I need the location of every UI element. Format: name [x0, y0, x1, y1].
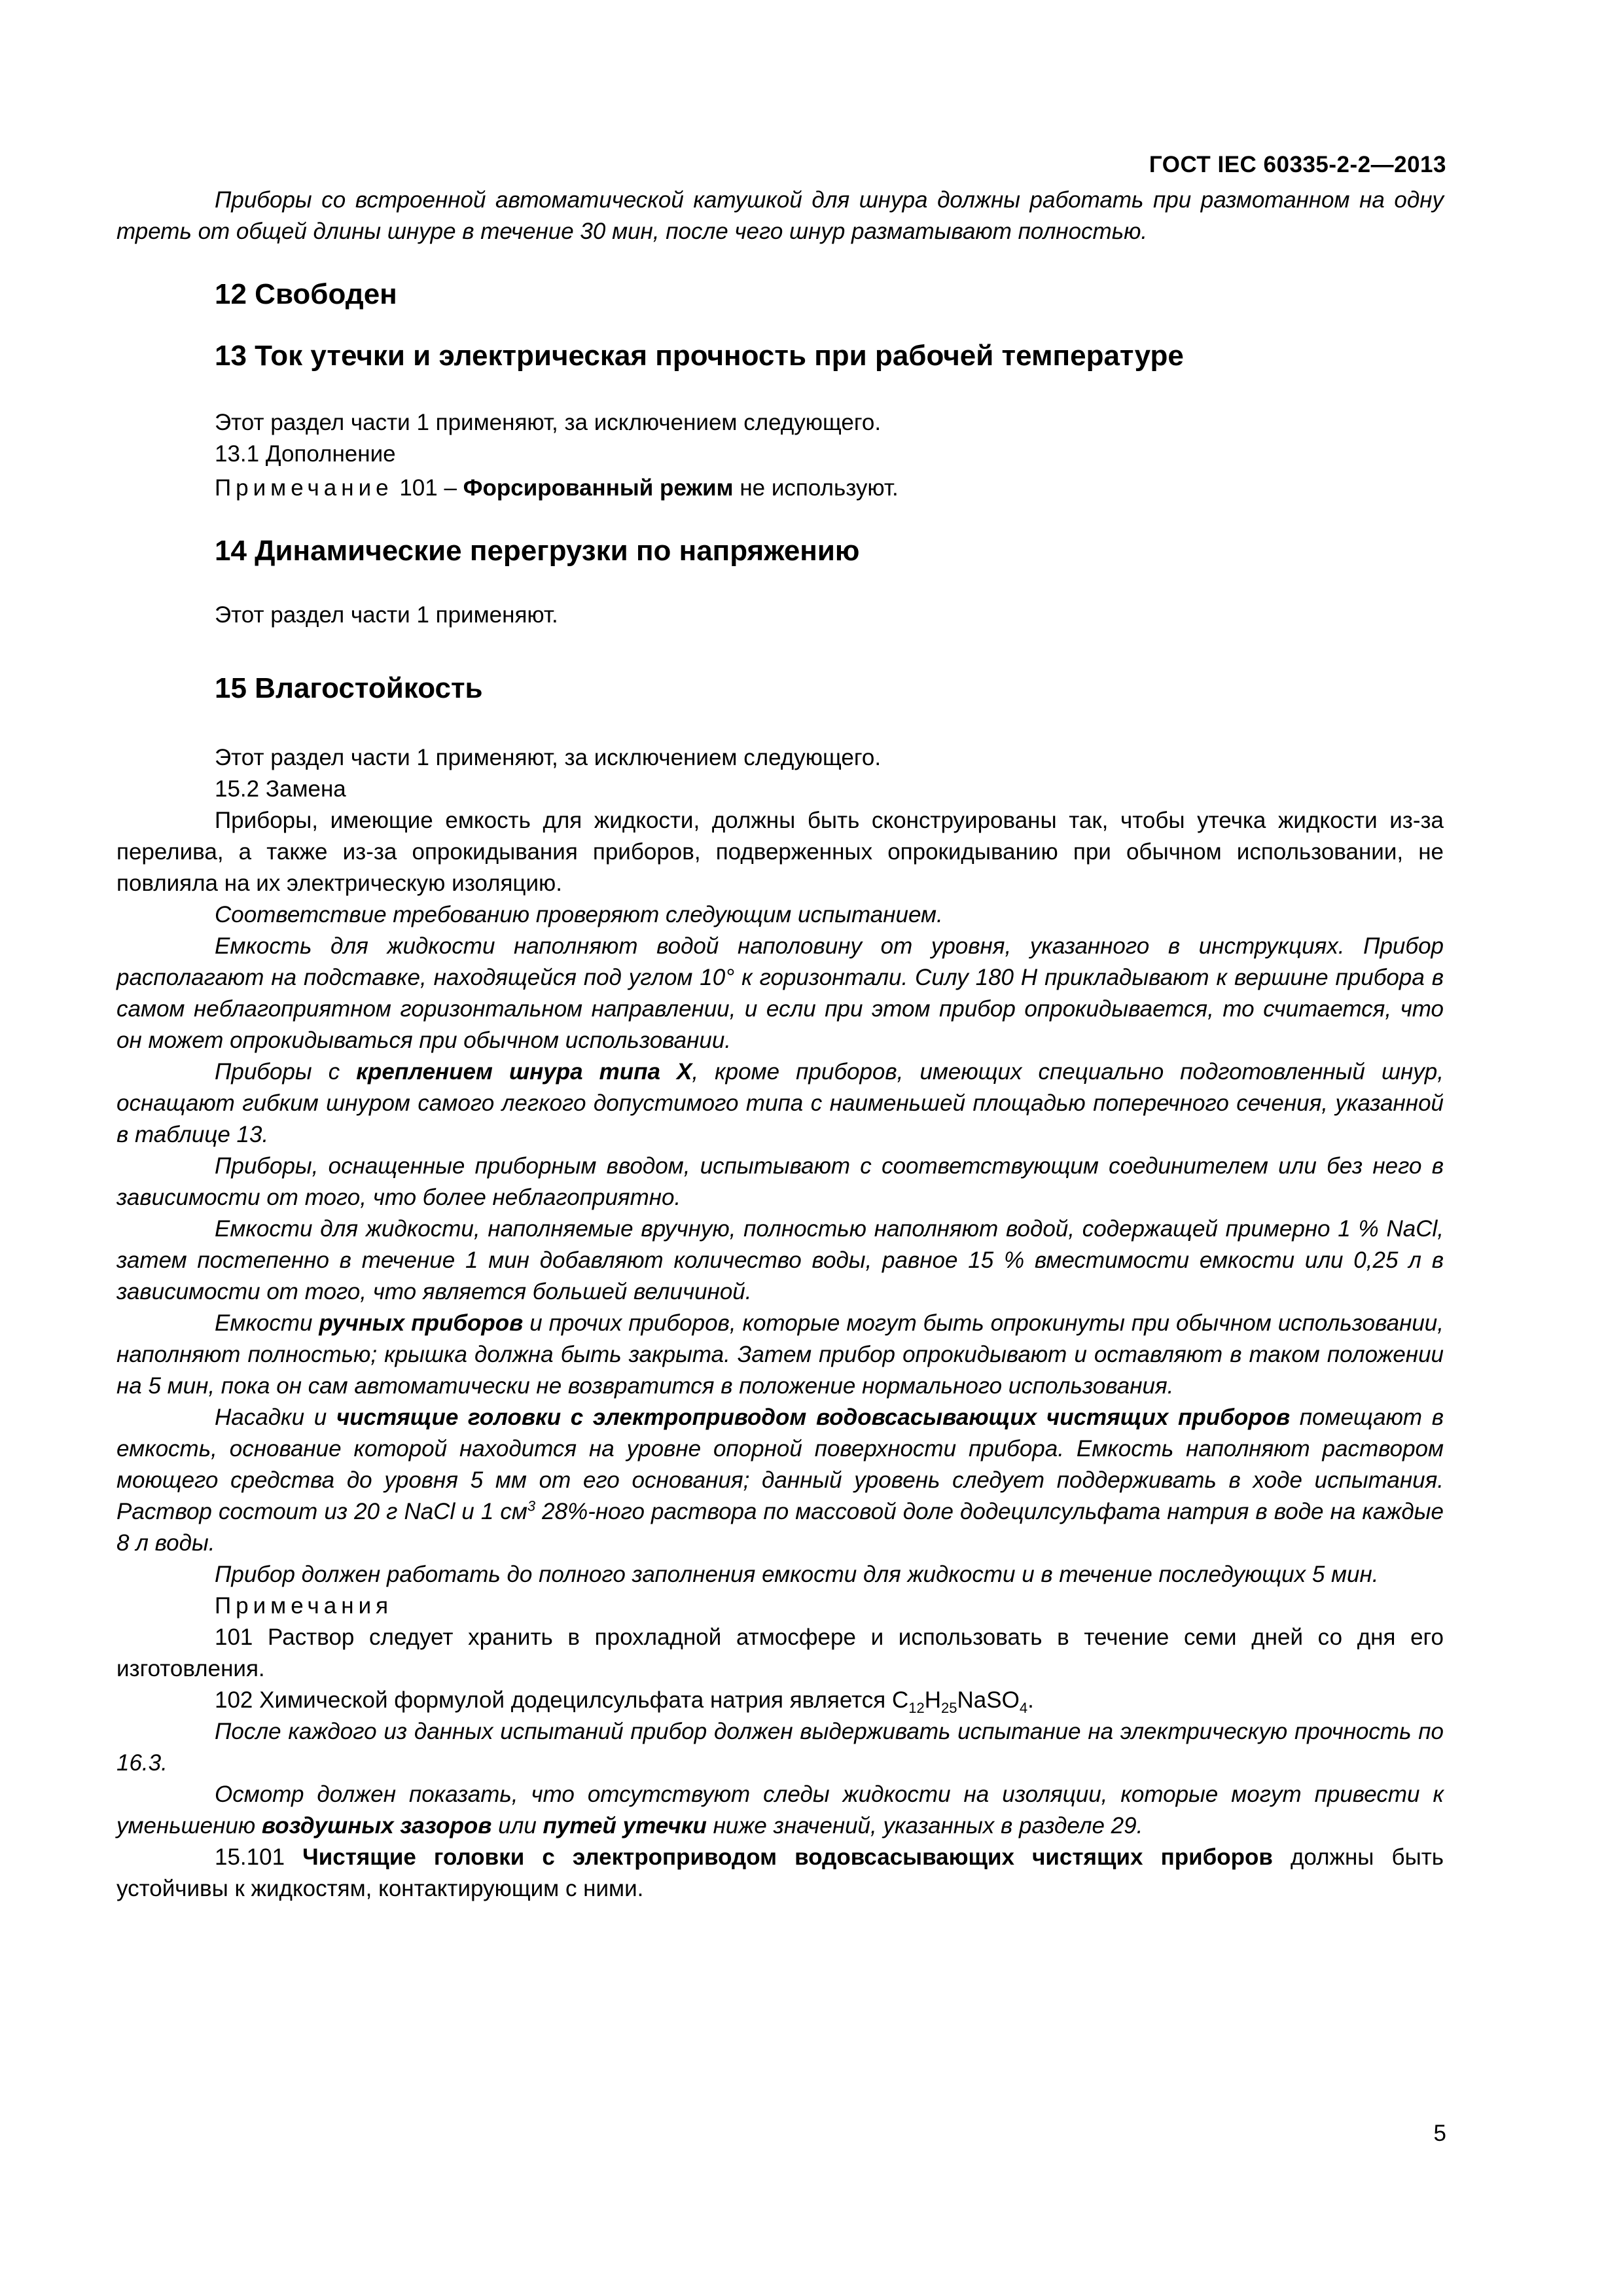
clause-15-2-title: 15.2 Замена — [215, 776, 346, 802]
compliance-check: Соответствие требованию проверяют следующим испытанием. — [215, 902, 943, 927]
note-label: Примечание — [215, 475, 393, 501]
clause-13-1-title: 13.1 Дополнение — [215, 441, 396, 467]
term-clearances: воздушных зазоров — [261, 1813, 492, 1839]
term-creepage: путей утечки — [543, 1813, 707, 1839]
term-cord-attachment: креплением шнура типа X — [356, 1059, 692, 1085]
handheld-tip-paragraph: Емкости ручных приборов и прочих приборов, которые могут быть опрокинуты при обычном использовании, наполняют полностью; крышка должна быть закрыта. Затем прибор опрокидывают и оставляют в таком положении на 5 мин, пока он сам автоматически не возвратится в положение нормального использования. — [116, 1310, 1444, 1399]
operation-duration-paragraph: Прибор должен работать до полного заполнения емкости для жидкости и в течение последующих 5 мин. — [215, 1562, 1379, 1587]
term-handheld-appliances: ручных приборов — [319, 1310, 524, 1336]
section-14-text: Этот раздел части 1 применяют. — [215, 602, 558, 628]
cord-type-paragraph: Приборы с креплением шнура типа X, кроме приборов, имеющих специально подготовленный шнур, оснащают гибким шнуром самого легкого допустимого типа с наименьшей площадью поперечного сечения, указанной в таблице 13. — [116, 1059, 1444, 1147]
page-number: 5 — [1433, 2121, 1446, 2146]
manual-fill-paragraph: Емкости для жидкости, наполняемые вручную, полностью наполняют водой, содержащей примерно 1 % NaCl, затем постепенно в течение 1 мин добавляют количество воды, равное 15 % вместимости емкости или 0,25 л в зависимости от того, что является большей величиной. — [116, 1216, 1444, 1304]
clause-15-2-requirement: Приборы, имеющие емкость для жидкости, должны быть сконструированы так, чтобы утечка жидкости из-за перелива, а также из-за опрокидывания приборов, подверженных опрокидыванию при обычном использовании, не повлияла на их электрическую изоляцию. — [116, 808, 1444, 896]
tilt-test-paragraph: Емкость для жидкости наполняют водой наполовину от уровня, указанного в инструкциях. Прибор располагают на подставке, находящейся под углом 10° к горизонтали. Силу 180 Н прикладывают к вершине прибора в самом неблагоприятном горизонтальном направлении, и если при этом прибор опрокидывается, то считается, что он может опрокидываться при обычном использовании. — [116, 933, 1444, 1053]
note-101: 101 Раствор следует хранить в прохладной атмосфере и использовать в течение семи дней со дня его изготовления. — [116, 1624, 1444, 1681]
notes-label: Примечания — [215, 1593, 393, 1619]
section-12-heading: 12 Свободен — [215, 278, 397, 310]
document-body — [116, 185, 1444, 1905]
section-13-note — [116, 473, 1444, 504]
inspection-paragraph: Осмотр должен показать, что отсутствуют следы жидкости на изоляции, которые могут привести к уменьшению воздушных зазоров или путей утечки ниже значений, указанных в разделе 29. — [116, 1782, 1444, 1839]
section-13-intro: Этот раздел части 1 применяют, за исключением следующего. — [215, 410, 882, 435]
appliance-inlet-paragraph: Приборы, оснащенные приборным вводом, испытывают с соответствующим соединителем или без него в зависимости от того, что более неблагоприятно. — [116, 1153, 1444, 1210]
note-102: 102 Химической формулой додецилсульфата натрия является $C_{12}H_{25}NaSO_4$. — [215, 1687, 1034, 1716]
electric-strength-paragraph: После каждого из данных испытаний прибор должен выдерживать испытание на электрическую прочность по 16.3. — [116, 1719, 1444, 1776]
intro-paragraph: Приборы со встроенной автоматической катушкой для шнура должны работать при размотанном на одну треть от общей длины шнуре в течение 30 мин, после чего шнур разматывают полностью. — [116, 187, 1444, 244]
clause-15-101: 15.101 Чистящие головки с электроприводом водовсасывающих чистящих приборов должны быть устойчивы к жидкостям, контактирующим с ними. — [116, 1844, 1444, 1901]
nozzle-test-paragraph: Насадки и чистящие головки с электроприводом водовсасывающих чистящих приборов помещают в емкость, основание которой находится на уровне опорной поверхности прибора. Емкость наполняют раствором моющего средства до уровня 5 мм от его основания; данный уровень следует поддерживать в ходе испытания. Раствор состоит из 20 г NaCl и 1 $см^3$ 28%-ного раствора по массовой доле додецилсульфата натрия в воде на каждые 8 л воды. — [116, 1405, 1444, 1556]
note-number: 101 – — [399, 475, 457, 501]
section-14-heading: 14 Динамические перегрузки по напряжению — [215, 535, 860, 567]
section-15-intro: Этот раздел части 1 применяют, за исключением следующего. — [215, 745, 882, 770]
section-15-heading: 15 Влагостойкость — [215, 672, 483, 704]
term-powered-brush: чистящие головки с электроприводом водовсасывающих чистящих приборов — [336, 1405, 1291, 1430]
term-powered-brush-heads: Чистящие головки с электроприводом водовсасывающих чистящих приборов — [302, 1844, 1273, 1870]
section-13-heading: 13 Ток утечки и электрическая прочность при рабочей температуре — [215, 340, 1184, 372]
note-term: Форсированный режим — [463, 475, 734, 501]
note-text: не используют. — [740, 475, 899, 501]
standard-header: ГОСТ IEC 60335-2-2—2013 — [1149, 152, 1446, 177]
